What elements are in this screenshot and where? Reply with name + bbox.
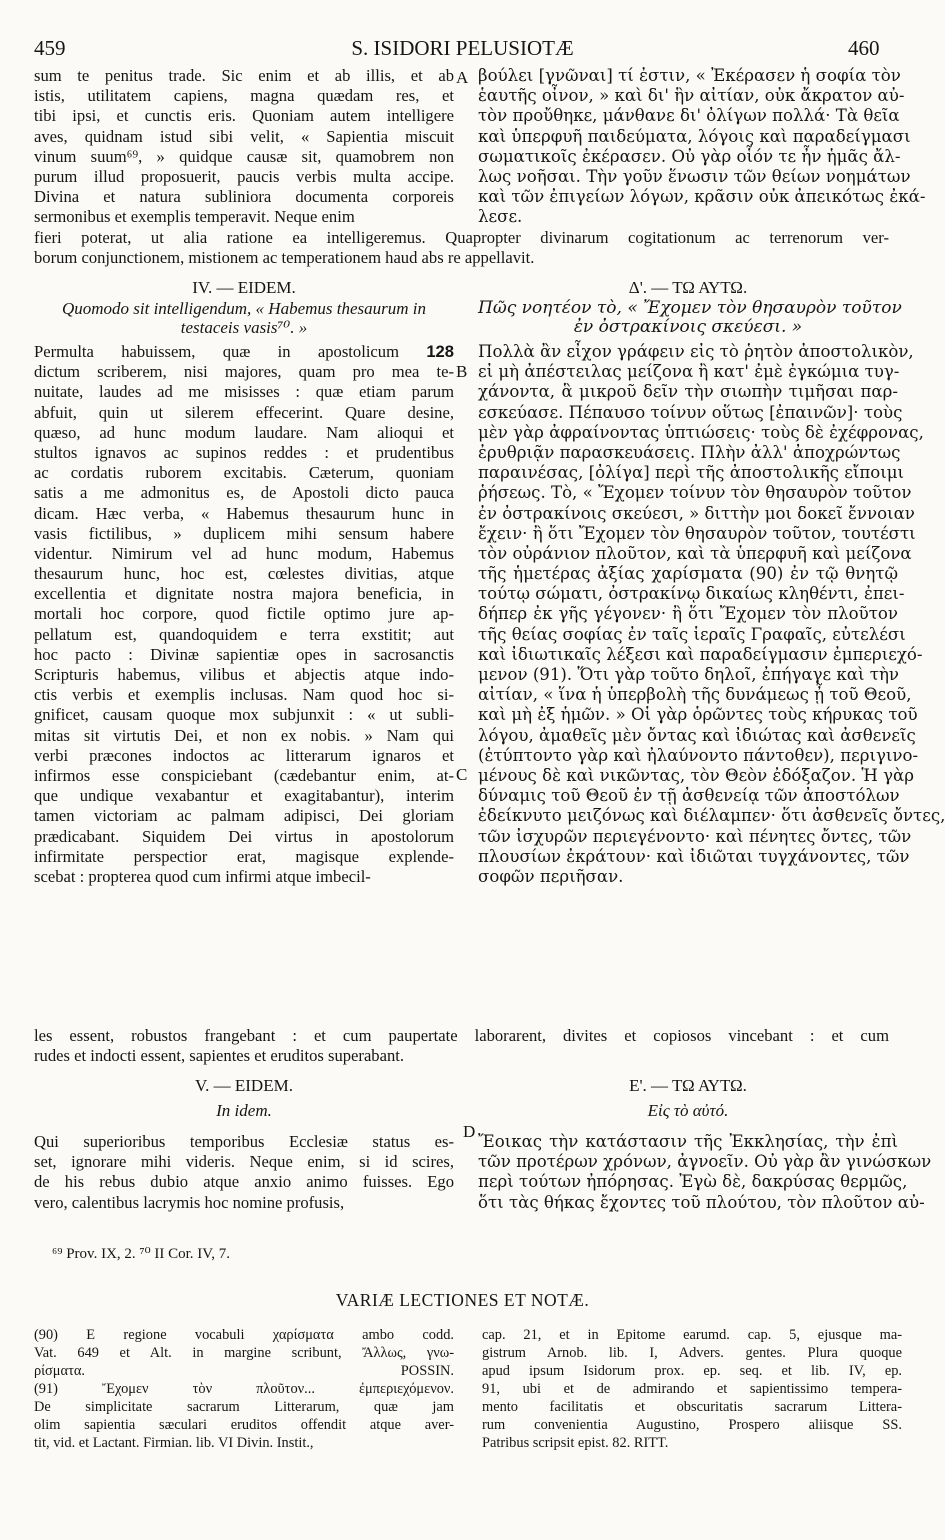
full-width-paragraph-block1 bbox=[34, 228, 889, 268]
latin-line: Scripturis habemus, vilibus et abjectis atque indo- bbox=[34, 665, 454, 684]
margin-letter-d: D bbox=[463, 1122, 476, 1141]
latin-column-section4 bbox=[34, 342, 454, 887]
greek-line: δύναμις τοῦ Θεοῦ ἐν τῇ ἀσθενείᾳ τῶν ἀποστόλων bbox=[478, 786, 900, 806]
text-line: borum conjunctionem, mistionem ac temperationem haud abs re appellavit. bbox=[34, 248, 535, 268]
latin-line: ctis verbis et exemplis inclusas. Nam quod hoc si- bbox=[34, 685, 454, 705]
full-width-paragraph-section4 bbox=[34, 1026, 889, 1066]
latin-line: gnificet, causam quoque mox subjunxit : « ut subli- bbox=[34, 705, 454, 725]
margin-letter-b: B bbox=[456, 362, 468, 381]
latin-column-section5 bbox=[34, 1132, 454, 1213]
notes-column-right bbox=[482, 1326, 902, 1452]
note-line: (90) E regione vocabuli χαρίσματα ambo codd. bbox=[34, 1327, 454, 1343]
section-subtitle-latin-iv bbox=[34, 299, 454, 337]
greek-line: σοφῶν περιῆσαν. bbox=[478, 866, 624, 886]
latin-line: sum te penitus trade. Sic enim et ab illis, et ab bbox=[34, 66, 454, 85]
subtitle-line: testaceis vasis⁷⁰. » bbox=[180, 318, 308, 337]
section-heading-greek-v: Ε'. — ΤΩ ΑΥΤΩ. bbox=[629, 1076, 747, 1095]
text-line: les essent, robustos frangebant : et cum paupertate laborarent, divites et copiosos vincebant : et cum bbox=[34, 1026, 889, 1045]
note-line: ρίσματα. POSSIN. bbox=[34, 1363, 454, 1379]
latin-line: videntur. Nimirum vel ad hunc modum, Habemus bbox=[34, 543, 454, 563]
latin-line: istis, utilitatem capiens, magna quædam res, et bbox=[34, 86, 454, 106]
greek-line: τῶν προτέρων χρόνων, ἀγνοεῖν. Οὐ γὰρ ἂν γινώσκων bbox=[478, 1152, 932, 1172]
column-number: 128 bbox=[426, 342, 454, 361]
latin-line: thesaurum hunc, hoc est, cœlestes divitias, atque bbox=[34, 564, 454, 584]
greek-line: τὸν προὔθηκε, μάνθανε δι' ὀλίγων πολλά· Τὰ θεῖα bbox=[478, 106, 900, 126]
greek-line: πλουσίων ἐκράτουν· καὶ ἰδιῶται τυγχάνοντες, τῶν bbox=[478, 846, 910, 866]
latin-line: Permulta habuissem, quæ in apostolicum 128 bbox=[34, 342, 454, 361]
latin-line: ac cordatis ruborem excitabis. Cæterum, quoniam bbox=[34, 463, 454, 483]
note-line: 91, ubi et de admirando et sapientissimo tempera- bbox=[482, 1381, 902, 1397]
latin-line: que undique vexabantur et exagitabantur), interim bbox=[34, 786, 454, 806]
latin-line: mitas sit virtutis Dei, et non ex nobis. » Nam qui bbox=[34, 725, 454, 745]
greek-column-block1 bbox=[478, 66, 926, 228]
greek-line: καὶ μὴ ἐξ ἡμῶν. » Οἱ γὰρ ὁρῶντες τοὺς κήρυκας τοῦ bbox=[478, 705, 918, 725]
greek-line: περὶ τούτων ἠπόρησας. Ἐγὼ δὲ, δακρύσας θερμῶς, bbox=[478, 1172, 908, 1192]
greek-line: τούτῳ σώματι, ὀστρακίνῳ δικαίως κληθέντι, ἐπει- bbox=[478, 584, 905, 604]
text-line: fieri poterat, ut alia ratione ea intelligeremus. Quapropter divinarum cogitationum ac terrenorum ver- bbox=[34, 228, 889, 247]
note-line: tit, vid. et Lactant. Firmian. lib. VI Divin. Instit., bbox=[34, 1435, 314, 1451]
greek-line: χάνοντα, ἃ μικροῦ δεῖν τὴν σιωπὴν τιμῆσαι παρ- bbox=[478, 382, 898, 402]
latin-line: quæso, ad hunc modum laudare. Nam alioqui et bbox=[34, 422, 454, 442]
latin-line: vinum suum⁶⁹, » quidque causæ sit, quamobrem non bbox=[34, 146, 454, 166]
note-line: Vat. 649 et Alt. in margine scribunt, Ἄλλως, γνω- bbox=[34, 1345, 454, 1361]
greek-line: μένους δὲ καὶ νικῶντας, τὸν Θεὸν ἐδόξαζον. Ἡ γὰρ bbox=[478, 765, 915, 785]
margin-letter-a: A bbox=[456, 68, 469, 87]
greek-line: καὶ ὑπερφυῆ παιδεύματα, λόγοις καὶ παραδείγμασι bbox=[478, 126, 911, 146]
greek-line: ἔχειν· ἢ ὅτι Ἔχομεν τὸν θησαυρὸν τοῦτον, τουτέστι bbox=[478, 523, 916, 543]
greek-line: ῥήσεως. Τὸ, « Ἔχομεν τοίνυν τὸν θησαυρὸν τοῦτον bbox=[478, 483, 912, 503]
latin-line: sermonibus et exemplis temperavit. Neque enim bbox=[34, 207, 355, 227]
latin-line: nuitate, laudes ad me misisses : quæ etiam parum bbox=[34, 382, 454, 402]
greek-line: τὸν οὐράνιον πλοῦτον, καὶ τὰ ὑπερφυῆ καὶ μείζονα bbox=[478, 543, 912, 563]
latin-line: dicam. Hæc verba, « Habemus thesaurum hunc in bbox=[34, 503, 454, 523]
latin-line: excellentia et dignitate nostra majora beneficia, in bbox=[34, 584, 454, 604]
latin-line: mortali hoc corpore, quod fictile optimo jure ap- bbox=[34, 604, 454, 624]
margin-letter-c: C bbox=[456, 765, 468, 784]
latin-line: set, ignorare mihi videris. Neque enim, si id scires, bbox=[34, 1152, 454, 1172]
greek-line: ἐδείκνυτο μειζόνως καὶ διέλαμπεν· ὅτι ἀσθενεῖς ὄντες, bbox=[478, 806, 945, 826]
greek-line: μενον (91). Ὅτι γὰρ τοῦτο δηλοῖ, ἐπήγαγε καὶ τὴν bbox=[478, 665, 899, 684]
latin-line: tamen victoriam ac palmam adipisci, Dei gloriam bbox=[34, 806, 454, 826]
greek-line: καὶ τῶν ἐπιγείων λόγων, κρᾶσιν οὐκ ἀπεικότως ἐκά- bbox=[478, 187, 926, 207]
greek-line: εσκεύασε. Πέπαυσο τοίνυν οὕτως [ἐπαινῶν]· τοὺς bbox=[478, 402, 903, 422]
latin-line: Divina et natura subliniora documenta corporeis bbox=[34, 187, 454, 207]
latin-line: abfuit, quin ut silerem effecerint. Quare desine, bbox=[34, 402, 454, 422]
greek-line: μὲν γὰρ ἀφραίνοντας ὑπτιώσεις· τοὺς δὲ ἐχέφρονας, bbox=[478, 422, 924, 442]
subtitle-line: ἐν ὀστρακίνοις σκεύεσι. » bbox=[573, 317, 803, 337]
notes-column-left bbox=[34, 1326, 454, 1452]
page-number-left: 459 bbox=[34, 36, 66, 60]
footnote-references: ⁶⁹ Prov. IX, 2. ⁷⁰ II Cor. IV, 7. bbox=[52, 1246, 230, 1262]
greek-line: λως νοῆσαι. Τὴν γοῦν ἕνωσιν τῶν θείων νοημάτων bbox=[478, 166, 911, 186]
greek-line: παραινέσας, [ὀλίγα] περὶ τῆς ἀποστολικῆς εἴποιμι bbox=[478, 463, 905, 483]
section-subtitle-greek-v: Εἰς τὸ αὐτό. bbox=[647, 1101, 729, 1120]
greek-line: Πολλὰ ἂν εἶχον γράφειν εἰς τὸ ῥητὸν ἀποστολικὸν, bbox=[478, 342, 914, 361]
latin-line: Qui superioribus temporibus Ecclesiæ status es- bbox=[34, 1132, 454, 1151]
section-subtitle-latin-v: In idem. bbox=[216, 1101, 272, 1120]
latin-line: tibi ipsi, et cunctis eris. Quoniam autem intelligere bbox=[34, 106, 454, 126]
section-heading-latin-v: V. — EIDEM. bbox=[195, 1076, 293, 1095]
latin-line: vasis fictilibus, » duplicem mihi sensum habere bbox=[34, 523, 454, 543]
greek-line: ἐν ὀστρακίνοις σκεύεσι, » διττὴν μοι δοκεῖ ἔννοιαν bbox=[478, 503, 915, 523]
note-line: cap. 21, et in Epitome earumd. cap. 5, ejusque ma- bbox=[482, 1327, 902, 1343]
latin-line: verbi præcones indoctos ac litterarum ignaros et bbox=[34, 745, 454, 765]
section-heading-greek-iv: Δ'. — ΤΩ ΑΥΤΩ. bbox=[628, 278, 748, 297]
page-number-right: 460 bbox=[848, 36, 880, 60]
latin-line: scebat : propterea quod cum infirmi atque imbecil- bbox=[34, 866, 371, 886]
greek-line: τῆς ἡμετέρας ἀξίας χαρίσματα (90) ἐν τῷ θνητῷ bbox=[478, 564, 898, 584]
greek-line: δήπερ ἐκ γῆς γέγονεν· ἢ ὅτι Ἔχομεν τὸν πλοῦτον bbox=[478, 604, 898, 624]
latin-line: aves, quidnam istud sibi velit, « Sapientia miscuit bbox=[34, 126, 454, 146]
greek-line: τῶν ἰσχυρῶν περιεγένοντο· καὶ πένητες ὄντες, τῶν bbox=[478, 826, 912, 846]
note-line: De simplicitate sacrarum Litterarum, quæ jam bbox=[34, 1399, 454, 1415]
greek-line: λόγου, ἀμαθεῖς μὲν ὄντας καὶ ἰδιώτας καὶ ἀσθενεῖς bbox=[478, 725, 916, 745]
greek-line: σωματικοῖς ἐκέρασεν. Οὐ γὰρ οἷόν τε ἦν ἡμᾶς ἄλ- bbox=[478, 146, 901, 166]
notes-title: VARIÆ LECTIONES ET NOTÆ. bbox=[335, 1290, 590, 1310]
greek-line: λεσε. bbox=[478, 207, 523, 227]
subtitle-line: Quomodo sit intelligendum, « Habemus thesaurum in bbox=[61, 299, 427, 318]
latin-line: satis a me admonitus es, de Apostoli dicto pauca bbox=[34, 483, 454, 503]
note-line: olim sapientia sæculari eruditos offendit atque aver- bbox=[34, 1417, 454, 1433]
note-line: Patribus scripsit epist. 82. RITT. bbox=[482, 1435, 669, 1451]
note-line: gistrum Arnob. lib. I, Advers. gentes. Plura quoque bbox=[482, 1345, 902, 1361]
greek-column-section5 bbox=[478, 1132, 932, 1213]
section-heading-latin-iv: IV. — EIDEM. bbox=[192, 278, 296, 297]
greek-line: εἰ μὴ ἀπέστειλας μείζονα ἢ κατ' ἐμὲ ἐγκώμια τυγ- bbox=[478, 362, 900, 382]
greek-line: ἑαυτῆς οἶνον, » καὶ δι' ἣν αἰτίαν, οὐκ ἄκρατον αὐ- bbox=[478, 86, 905, 106]
greek-line: βούλει [γνῶναι] τί ἐστιν, « Ἐκέρασεν ἡ σοφία τὸν bbox=[478, 66, 901, 85]
latin-line: prædicabant. Siquidem Dei virtus in apostolorum bbox=[34, 826, 454, 846]
latin-column-block1 bbox=[34, 66, 454, 228]
latin-line: vero, calentibus lacrymis hoc nomine profusis, bbox=[34, 1192, 345, 1212]
latin-line: pellatum est, quandoquidem e terra exstitit; aut bbox=[34, 624, 454, 644]
subtitle-line: Πῶς νοητέον τὸ, « Ἔχομεν τὸν θησαυρὸν τοῦτον bbox=[478, 298, 902, 318]
greek-line: Ἔοικας τὴν κατάστασιν τῆς Ἐκκλησίας, τὴν ἐπὶ bbox=[478, 1132, 898, 1151]
greek-column-section4 bbox=[478, 342, 945, 887]
section-subtitle-greek-iv bbox=[478, 298, 902, 337]
greek-line: ἐρυθριᾷν παρασκευάσεις. Πλὴν ἀλλ' ἀποχρώντως bbox=[478, 442, 901, 462]
latin-line: infirmos esse conspiciebant (cædebantur enim, at- bbox=[34, 765, 454, 785]
note-line: apud ipsum Isidorum prox. ep. seq. et lib. IV, ep. bbox=[482, 1363, 902, 1379]
note-line: mento facilitatis et obscuritatis sacrarum Littera- bbox=[482, 1399, 902, 1415]
note-line: (91) Ἔχομεν τὸν πλοῦτον... ἐμπεριεχόμενον. bbox=[34, 1381, 454, 1397]
latin-line: purum illud proposuerit, paucis verbis multa accipe. bbox=[34, 166, 454, 186]
greek-line: καὶ ἰδιωτικαῖς λέξεσι καὶ παραδείγμασιν ἐμπεριεχό- bbox=[478, 644, 923, 664]
greek-line: ὅτι τὰς θήκας ἔχοντες τοῦ πλούτου, τὸν πλοῦτον αὐ- bbox=[478, 1192, 925, 1212]
running-title: S. ISIDORI PELUSIOTÆ bbox=[351, 36, 574, 60]
greek-line: (ἐτύπτοντο γὰρ καὶ ἠλαύνοντο πάντοθεν), περιγινο- bbox=[478, 745, 919, 765]
greek-line: τῆς θείας σοφίας ἐν ταῖς ἱεραῖς Γραφαῖς, εὐτελέσι bbox=[478, 624, 906, 644]
greek-line: αἰτίαν, « ἵνα ἡ ὑπερβολὴ τῆς δυνάμεως ᾖ τοῦ Θεοῦ, bbox=[478, 685, 912, 705]
text-line: rudes et indocti essent, sapientes et eruditos superabant. bbox=[34, 1046, 405, 1066]
latin-line: stultos ignavos ac supinos reddes : et prudentibus bbox=[34, 442, 454, 462]
latin-line: dictum scriberem, nisi majores, quam pro mea te- bbox=[34, 362, 454, 382]
latin-line: hoc pacto : Divinæ sapientiæ opes in sacrosanctis bbox=[34, 644, 454, 664]
latin-line: infirmitate perspectior erat, magisque explende- bbox=[34, 846, 454, 866]
latin-line: de his rebus dubio atque anxio animo fuisses. Ego bbox=[34, 1172, 454, 1192]
note-line: rum convenientia Augustino, Prospero aliisque SS. bbox=[482, 1417, 902, 1433]
